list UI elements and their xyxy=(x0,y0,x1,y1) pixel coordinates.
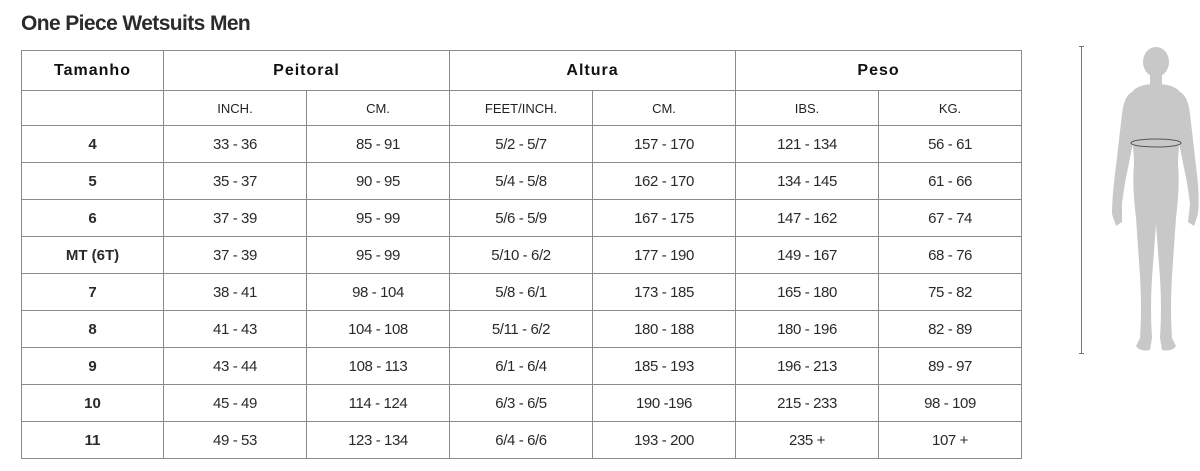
height-feet-cell: 5/8 - 6/1 xyxy=(450,274,593,311)
page-title: One Piece Wetsuits Men xyxy=(21,12,251,35)
height-feet-cell: 6/1 - 6/4 xyxy=(450,348,593,385)
height-cm-cell: 173 - 185 xyxy=(593,274,736,311)
unit-header-height-feet: FEET/INCH. xyxy=(450,91,593,126)
size-cell: 4 xyxy=(22,126,164,163)
body-measurement-figure-icon xyxy=(1076,46,1200,358)
height-cm-cell: 193 - 200 xyxy=(593,422,736,459)
weight-lbs-cell: 165 - 180 xyxy=(736,274,879,311)
chest-cm-cell: 95 - 99 xyxy=(307,237,450,274)
table-row xyxy=(22,385,1022,422)
weight-lbs-cell: 149 - 167 xyxy=(736,237,879,274)
unit-header-weight-kg: KG. xyxy=(879,91,1022,126)
chest-inch-cell: 41 - 43 xyxy=(164,311,307,348)
weight-lbs-cell: 134 - 145 xyxy=(736,163,879,200)
weight-lbs-cell: 180 - 196 xyxy=(736,311,879,348)
weight-lbs-cell: 235 + xyxy=(736,422,879,459)
chest-cm-cell: 90 - 95 xyxy=(307,163,450,200)
unit-header-height-cm: CM. xyxy=(593,91,736,126)
weight-kg-cell: 68 - 76 xyxy=(879,237,1022,274)
height-cm-cell: 162 - 170 xyxy=(593,163,736,200)
size-cell: MT (6T) xyxy=(22,237,164,274)
weight-kg-cell: 75 - 82 xyxy=(879,274,1022,311)
size-cell: 9 xyxy=(22,348,164,385)
chest-inch-cell: 49 - 53 xyxy=(164,422,307,459)
height-cm-cell: 180 - 188 xyxy=(593,311,736,348)
unit-header-empty xyxy=(22,91,164,126)
chest-cm-cell: 108 - 113 xyxy=(307,348,450,385)
table-row xyxy=(22,126,1022,163)
size-cell: 5 xyxy=(22,163,164,200)
header-chest: Peitoral xyxy=(164,51,450,91)
chest-inch-cell: 37 - 39 xyxy=(164,200,307,237)
table-row xyxy=(22,200,1022,237)
chest-cm-cell: 98 - 104 xyxy=(307,274,450,311)
unit-header-chest-cm: CM. xyxy=(307,91,450,126)
header-weight: Peso xyxy=(736,51,1022,91)
chest-cm-cell: 114 - 124 xyxy=(307,385,450,422)
chest-cm-cell: 95 - 99 xyxy=(307,200,450,237)
weight-lbs-cell: 215 - 233 xyxy=(736,385,879,422)
size-cell: 6 xyxy=(22,200,164,237)
size-cell: 7 xyxy=(22,274,164,311)
chest-cm-cell: 104 - 108 xyxy=(307,311,450,348)
group-header-row xyxy=(22,51,1022,91)
height-cm-cell: 157 - 170 xyxy=(593,126,736,163)
height-feet-cell: 5/2 - 5/7 xyxy=(450,126,593,163)
height-feet-cell: 6/3 - 6/5 xyxy=(450,385,593,422)
height-cm-cell: 177 - 190 xyxy=(593,237,736,274)
height-feet-cell: 5/4 - 5/8 xyxy=(450,163,593,200)
table-row xyxy=(22,311,1022,348)
chest-inch-cell: 33 - 36 xyxy=(164,126,307,163)
unit-header-row xyxy=(22,91,1022,126)
table-row xyxy=(22,163,1022,200)
table-row xyxy=(22,348,1022,385)
height-feet-cell: 5/11 - 6/2 xyxy=(450,311,593,348)
height-cm-cell: 190 -196 xyxy=(593,385,736,422)
unit-header-chest-inch: INCH. xyxy=(164,91,307,126)
size-cell: 11 xyxy=(22,422,164,459)
chest-inch-cell: 37 - 39 xyxy=(164,237,307,274)
chest-inch-cell: 45 - 49 xyxy=(164,385,307,422)
chest-cm-cell: 123 - 134 xyxy=(307,422,450,459)
header-height: Altura xyxy=(450,51,736,91)
table-row xyxy=(22,237,1022,274)
weight-lbs-cell: 121 - 134 xyxy=(736,126,879,163)
weight-kg-cell: 67 - 74 xyxy=(879,200,1022,237)
table-row xyxy=(22,274,1022,311)
height-feet-cell: 6/4 - 6/6 xyxy=(450,422,593,459)
table-row xyxy=(22,422,1022,459)
height-feet-cell: 5/6 - 5/9 xyxy=(450,200,593,237)
chest-inch-cell: 43 - 44 xyxy=(164,348,307,385)
chest-inch-cell: 35 - 37 xyxy=(164,163,307,200)
size-chart-table xyxy=(21,50,1022,459)
weight-lbs-cell: 196 - 213 xyxy=(736,348,879,385)
size-cell: 8 xyxy=(22,311,164,348)
size-cell: 10 xyxy=(22,385,164,422)
height-cm-cell: 167 - 175 xyxy=(593,200,736,237)
weight-kg-cell: 89 - 97 xyxy=(879,348,1022,385)
chest-cm-cell: 85 - 91 xyxy=(307,126,450,163)
weight-kg-cell: 107 + xyxy=(879,422,1022,459)
height-feet-cell: 5/10 - 6/2 xyxy=(450,237,593,274)
weight-lbs-cell: 147 - 162 xyxy=(736,200,879,237)
chest-inch-cell: 38 - 41 xyxy=(164,274,307,311)
weight-kg-cell: 82 - 89 xyxy=(879,311,1022,348)
height-cm-cell: 185 - 193 xyxy=(593,348,736,385)
body-figure xyxy=(1076,46,1200,358)
weight-kg-cell: 98 - 109 xyxy=(879,385,1022,422)
unit-header-weight-lbs: IBS. xyxy=(736,91,879,126)
weight-kg-cell: 56 - 61 xyxy=(879,126,1022,163)
header-size: Tamanho xyxy=(22,51,164,91)
weight-kg-cell: 61 - 66 xyxy=(879,163,1022,200)
